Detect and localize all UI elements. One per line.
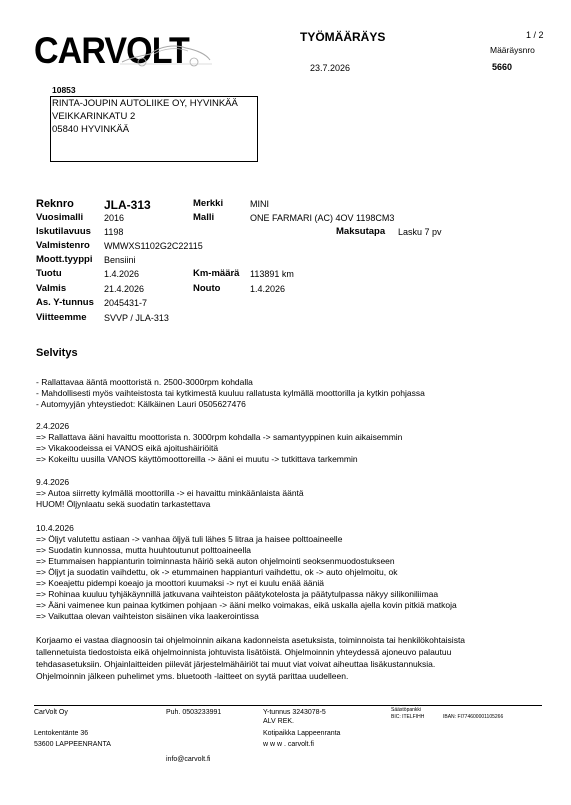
order-number: 5660 xyxy=(492,62,513,72)
page-number: 1 / 2 xyxy=(526,30,544,40)
footer-bic: BIC: ITELFIHH xyxy=(391,714,425,720)
report-line: => Rallattava ääni havaittu moottorista n. 3000rpm kohdalla -> samantyyppinen kuin aikaisemmin xyxy=(36,432,403,442)
maksutapa-value: Lasku 7 pv xyxy=(398,227,442,237)
footer-website: w w w . carvolt.fi xyxy=(263,741,314,748)
viitteemme-value: SVVP / JLA-313 xyxy=(104,313,169,323)
report-line: - Rallattavaa ääntä moottoristä n. 2500-3000rpm kohdalla xyxy=(36,377,253,387)
reknro-value: JLA-313 xyxy=(104,198,151,212)
report-line: => Suodatin kunnossa, mutta huuhtoutunut polttoaineella xyxy=(36,545,252,555)
malli-label: Malli xyxy=(193,212,215,223)
kmmaara-value: 113891 km xyxy=(250,269,294,279)
footer-kotipaikka: Kotipaikka Lappeenranta xyxy=(263,730,341,737)
document-date: 23.7.2026 xyxy=(310,63,351,73)
report-line: - Automyyjän yhteystiedot: Kälkäinen Lauri 0505627476 xyxy=(36,399,246,409)
report-line: => Vaikuttaa olevan vaihteiston sisäinen vika laakerointissa xyxy=(36,611,259,621)
footer-ytunnus: Y-tunnus 3243078-5 xyxy=(263,709,326,716)
nouto-label: Nouto xyxy=(193,283,221,294)
vuosimalli-value: 2016 xyxy=(104,213,125,223)
company-logo: CARVOLT xyxy=(34,30,189,71)
asytunnus-value: 2045431-7 xyxy=(104,298,148,308)
report-line: => Öljyt valutettu astiaan -> vanhaa öljyä tuli lähes 5 litraa ja haisee polttoaineelle xyxy=(36,534,343,544)
valmistenro-value: WMWXS1102G2C22115 xyxy=(104,241,203,251)
report-line: => Rohinaa kuuluu tyhjäkäynnillä jatkuvana vaihteiston päätykotelosta ja päätytulpassa näkyy silikoniliimaa xyxy=(36,589,439,599)
customer-number: 10853 xyxy=(52,85,76,95)
report-date: 9.4.2026 xyxy=(36,477,70,487)
order-number-label: Määräysnro xyxy=(490,45,535,55)
vuosimalli-label: Vuosimalli xyxy=(36,212,84,223)
moottyyppi-value: Bensiini xyxy=(104,255,136,265)
moottyyppi-label: Moott.tyyppi xyxy=(36,254,93,265)
footer-phone: Puh. 0503233991 xyxy=(166,709,222,716)
report-line: => Vikakoodeissa ei VANOS eikä ajoitushäiriöitä xyxy=(36,443,219,453)
footer-divider xyxy=(34,705,542,706)
report-line: => Kokeiltu uusilla VANOS käyttömoottoreilla -> ääni ei muutu -> tutkittava tarkemmin xyxy=(36,454,358,464)
nouto-value: 1.4.2026 xyxy=(250,284,286,294)
document-title: TYÖMÄÄRÄYS xyxy=(300,30,386,44)
customer-postal: 05840 HYVINKÄÄ xyxy=(52,124,130,135)
footer-city: 53600 LAPPEENRANTA xyxy=(34,741,111,748)
report-heading: Selvitys xyxy=(36,347,78,359)
footer-iban: IBAN: FI774600001105266 xyxy=(443,714,504,720)
malli-value: ONE FARMARI (AC) 4OV 1198CM3 xyxy=(250,213,395,223)
disclaimer-line: Korjaamo ei vastaa diagnoosin tai ohjelmoinnin aikana kadonneista asetuksista, toiminnoista tai henkilökohtaisista xyxy=(36,635,466,645)
asytunnus-label: As. Y-tunnus xyxy=(36,297,94,308)
maksutapa-label: Maksutapa xyxy=(336,226,386,237)
valmis-value: 21.4.2026 xyxy=(104,284,145,294)
customer-street: VEIKKARINKATU 2 xyxy=(52,111,136,122)
report-date: 10.4.2026 xyxy=(36,523,74,533)
report-line: => Ääni vaimenee kun painaa kytkimen pohjaan -> ääni melko voimakas, eikä uskalla ajella kovin pitkiä matkoja xyxy=(36,600,457,610)
iskutilavuus-label: Iskutilavuus xyxy=(36,226,91,237)
merkki-label: Merkki xyxy=(193,198,224,209)
report-date: 2.4.2026 xyxy=(36,421,70,431)
disclaimer-line: Ohjelmoinnin jälkeen puhelimet yms. bluetooth -laitteet on syytä parittaa uudelleen. xyxy=(36,671,349,681)
footer-alv: ALV REK. xyxy=(263,718,294,725)
valmis-label: Valmis xyxy=(36,283,67,294)
valmistenro-label: Valmistenro xyxy=(36,240,90,251)
iskutilavuus-value: 1198 xyxy=(104,227,124,237)
report-line: => Etummaisen happianturin toiminnasta häiriö sekä auton ohjelmointi seoksenmuodostukseen xyxy=(36,556,395,566)
footer-bank: Säästöpankki xyxy=(391,707,422,713)
report-line: => Öljyt ja suodatin vaihdettu, ok -> etummainen happianturi vaihdettu, ok -> auto ohjelmoitu, ok xyxy=(36,567,398,577)
reknro-label: Reknro xyxy=(36,198,74,210)
kmmaara-label: Km-määrä xyxy=(193,268,240,279)
disclaimer-line: tehdasasetuksiin. Ohjainlaitteiden piilevät järjestelmähäiriöt tai muut viat voivat aiheuttaa lisäkustannuksia. xyxy=(36,659,436,669)
tuotu-label: Tuotu xyxy=(36,268,62,279)
footer-company: CarVolt Oy xyxy=(34,709,68,716)
disclaimer-line: tallennetuista tiedostoista eikä ohjelmoinnista johtuvista lisätöistä. Ohjelmoinnin yhteydessä ajoneuvo palautuu xyxy=(36,647,452,657)
tuotu-value: 1.4.2026 xyxy=(104,269,140,279)
car-silhouette-icon xyxy=(120,40,212,68)
report-line: - Mahdollisesti myös vaihteistosta tai kytkimestä kuuluu rallatusta kylmällä moottorilla ja kytkin pohjassa xyxy=(36,388,425,398)
report-line: => Koeajettu pidempi koeajo ja moottori kuumaksi -> nyt ei kuulu enää ääniä xyxy=(36,578,324,588)
merkki-value: MINI xyxy=(250,199,269,209)
footer-street: Lentokentänte 36 xyxy=(34,730,89,737)
viitteemme-label: Viitteemme xyxy=(36,312,87,323)
customer-name: RINTA-JOUPIN AUTOLIIKE OY, HYVINKÄÄ xyxy=(52,98,238,109)
footer-email: info@carvolt.fi xyxy=(166,756,211,763)
report-line: => Autoa siirretty kylmällä moottorilla -> ei havaittu minkäänlaista ääntä xyxy=(36,488,304,498)
report-line: HUOM! Öljynlaatu sekä suodatin tarkastettava xyxy=(36,499,211,509)
